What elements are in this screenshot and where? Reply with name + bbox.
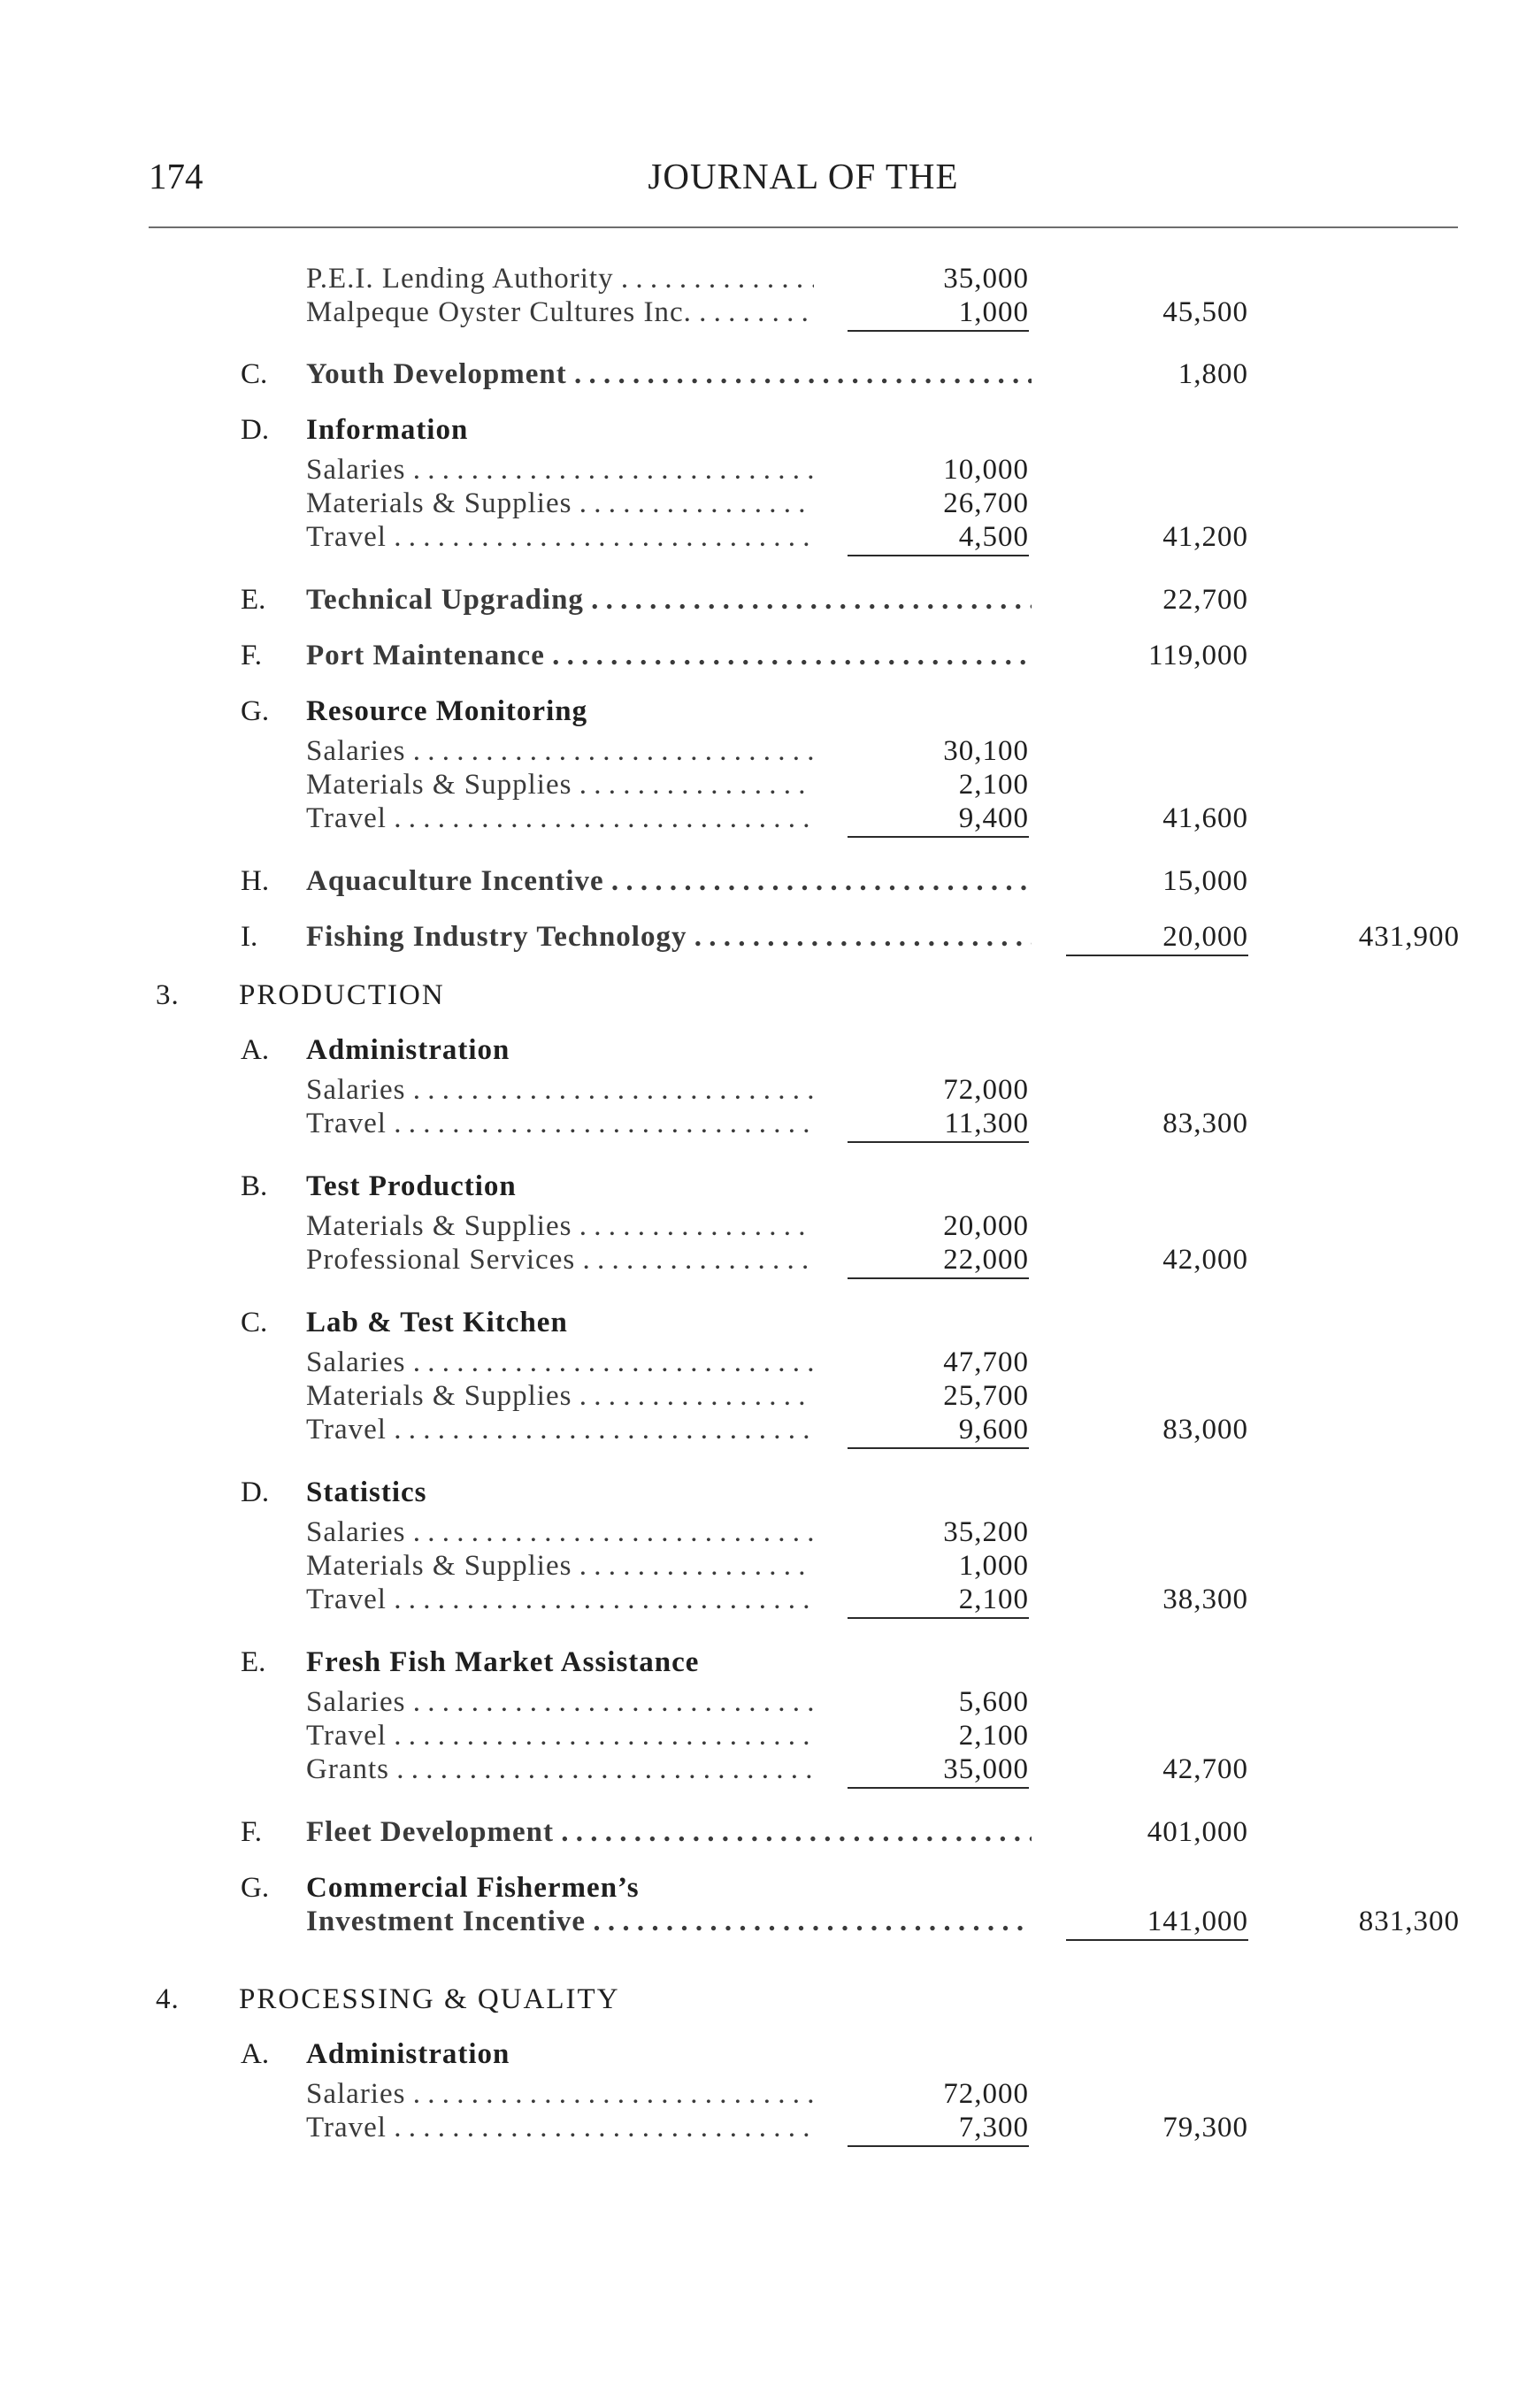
- subtotal-amount: 83,300: [1162, 1108, 1248, 1139]
- section-total: 431,900: [1358, 921, 1460, 953]
- item-amount: 30,100: [943, 735, 1029, 767]
- line-item: [0, 1072, 1519, 1108]
- item-label: Professional Services . . .: [306, 1242, 814, 1277]
- subsection-letter: A.: [241, 1034, 270, 1066]
- subsection-title: Investment Incentive . . .: [306, 1904, 1032, 1939]
- subsection-total-row: [0, 1904, 1519, 1939]
- subsection-title: Statistics: [306, 1476, 427, 1508]
- subtotal-amount: 22,700: [1162, 584, 1248, 616]
- item-label: Travel . . .: [306, 801, 814, 836]
- item-amount: 1,000: [958, 1550, 1029, 1582]
- line-item: [0, 1106, 1519, 1141]
- line-item: [0, 1378, 1519, 1414]
- item-amount: 47,700: [943, 1346, 1029, 1378]
- item-amount: 2,100: [958, 1720, 1029, 1752]
- item-label: Salaries . . .: [306, 733, 814, 769]
- subsection-total-row: [0, 638, 1519, 673]
- header-rule: [149, 226, 1458, 228]
- section-heading: [0, 1982, 1519, 2017]
- line-item: [0, 2110, 1519, 2145]
- line-item: [0, 1718, 1519, 1753]
- subsection-title: Administration: [306, 2038, 510, 2070]
- item-amount: 10,000: [943, 454, 1029, 486]
- item-label: Materials & Supplies . . .: [306, 1208, 814, 1244]
- item-amount: 2,100: [848, 1582, 1029, 1619]
- item-amount: 9,400: [848, 801, 1029, 838]
- item-label: Salaries . . .: [306, 2076, 814, 2112]
- item-label: Salaries . . .: [306, 1515, 814, 1550]
- item-amount: 72,000: [943, 1074, 1029, 1106]
- subtotal-amount: 1,800: [1178, 358, 1248, 390]
- subsection-letter: E.: [241, 1646, 266, 1678]
- subtotal-amount: 141,000: [1066, 1904, 1248, 1941]
- subsection-heading: [0, 694, 1519, 729]
- subsection-title: Administration: [306, 1034, 510, 1066]
- subsection-heading: [0, 1305, 1519, 1340]
- item-label: Salaries . . .: [306, 1072, 814, 1108]
- subsection-title: Youth Development . . .: [306, 357, 1032, 392]
- subtotal-amount: 42,700: [1162, 1753, 1248, 1785]
- item-label: P.E.I. Lending Authority . . .: [306, 261, 814, 296]
- item-label: Salaries . . .: [306, 1345, 814, 1380]
- subsection-letter: G.: [241, 695, 270, 727]
- line-item: [0, 1582, 1519, 1617]
- subsection-letter: I.: [241, 921, 258, 953]
- item-amount: 11,300: [848, 1106, 1029, 1143]
- subsection-title: Lab & Test Kitchen: [306, 1307, 568, 1338]
- subsection-letter: C.: [241, 358, 268, 390]
- item-amount: 7,300: [848, 2110, 1029, 2147]
- line-item: [0, 1208, 1519, 1244]
- subsection-heading: [0, 1032, 1519, 1068]
- line-item: [0, 1515, 1519, 1550]
- section-number: 3.: [156, 979, 180, 1011]
- item-amount: 5,600: [958, 1686, 1029, 1718]
- subsection-total-row: [0, 919, 1519, 955]
- item-amount: 1,000: [848, 295, 1029, 332]
- subsection-letter: D.: [241, 414, 270, 446]
- subsection-title: Commercial Fishermen’s: [306, 1872, 640, 1904]
- item-label: Materials & Supplies . . .: [306, 1548, 814, 1584]
- subtotal-amount: 20,000: [1066, 919, 1248, 956]
- item-amount: 25,700: [943, 1380, 1029, 1412]
- subsection-letter: F.: [241, 640, 262, 671]
- item-amount: 2,100: [958, 769, 1029, 801]
- item-label: Travel . . .: [306, 1412, 814, 1447]
- subsection-heading: [0, 412, 1519, 448]
- subsection-total-row: [0, 1814, 1519, 1850]
- section-title: PRODUCTION: [239, 979, 445, 1011]
- subsection-letter: E.: [241, 584, 266, 616]
- subsection-letter: C.: [241, 1307, 268, 1338]
- item-label: Malpeque Oyster Cultures Inc. . . .: [306, 295, 814, 330]
- subsection-title: Fresh Fish Market Assistance: [306, 1646, 700, 1678]
- subsection-total-row: [0, 357, 1519, 392]
- subsection-heading: [0, 1645, 1519, 1680]
- subsection-title: Aquaculture Incentive . . .: [306, 863, 1032, 899]
- page-number: 174: [149, 156, 203, 196]
- item-amount: 4,500: [848, 519, 1029, 556]
- subtotal-amount: 15,000: [1162, 865, 1248, 897]
- item-label: Travel . . .: [306, 1582, 814, 1617]
- page-header: [149, 155, 1458, 208]
- line-item: [0, 1345, 1519, 1380]
- item-amount: 35,200: [943, 1516, 1029, 1548]
- section-total: 831,300: [1358, 1906, 1460, 1937]
- item-label: Grants . . .: [306, 1752, 814, 1787]
- subsection-letter: G.: [241, 1872, 270, 1904]
- subsection-title: Fleet Development . . .: [306, 1814, 1032, 1850]
- item-amount: 72,000: [943, 2078, 1029, 2110]
- subsection-title: Fishing Industry Technology . . .: [306, 919, 1032, 955]
- line-item: [0, 1412, 1519, 1447]
- subsection-letter: D.: [241, 1476, 270, 1508]
- item-label: Travel . . .: [306, 1106, 814, 1141]
- running-title: JOURNAL OF THE: [648, 156, 959, 196]
- subsection-heading: [0, 1475, 1519, 1510]
- section-title: PROCESSING & QUALITY: [239, 1983, 620, 2015]
- subsection-title: Test Production: [306, 1170, 517, 1202]
- subtotal-amount: 38,300: [1162, 1584, 1248, 1615]
- subtotal-amount: 119,000: [1147, 640, 1248, 671]
- subsection-title: Port Maintenance . . .: [306, 638, 1032, 673]
- item-amount: 35,000: [848, 1752, 1029, 1789]
- line-item: [0, 295, 1519, 330]
- section-heading: [0, 978, 1519, 1013]
- subsection-heading: [0, 1169, 1519, 1204]
- item-label: Travel . . .: [306, 1718, 814, 1753]
- item-amount: 22,000: [848, 1242, 1029, 1279]
- line-item: [0, 1548, 1519, 1584]
- line-item: [0, 767, 1519, 802]
- subtotal-amount: 42,000: [1162, 1244, 1248, 1276]
- item-label: Travel . . .: [306, 519, 814, 555]
- subtotal-amount: 45,500: [1162, 296, 1248, 328]
- subtotal-amount: 79,300: [1162, 2112, 1248, 2143]
- item-label: Materials & Supplies . . .: [306, 1378, 814, 1414]
- item-label: Materials & Supplies . . .: [306, 767, 814, 802]
- subsection-total-row: [0, 582, 1519, 617]
- item-amount: 26,700: [943, 487, 1029, 519]
- subtotal-amount: 41,200: [1162, 521, 1248, 553]
- subsection-letter: H.: [241, 865, 270, 897]
- subsection-letter: F.: [241, 1816, 262, 1848]
- subtotal-amount: 83,000: [1162, 1414, 1248, 1446]
- line-item: [0, 261, 1519, 296]
- item-amount: 9,600: [848, 1412, 1029, 1449]
- item-amount: 20,000: [943, 1210, 1029, 1242]
- section-number: 4.: [156, 1983, 180, 2015]
- line-item: [0, 452, 1519, 487]
- subsection-title: Information: [306, 414, 469, 446]
- line-item: [0, 801, 1519, 836]
- item-label: Materials & Supplies . . .: [306, 486, 814, 521]
- subsection-heading: [0, 1870, 1519, 1906]
- subsection-letter: B.: [241, 1170, 268, 1202]
- line-item: [0, 519, 1519, 555]
- line-item: [0, 2076, 1519, 2112]
- item-label: Salaries . . .: [306, 1684, 814, 1720]
- subsection-title: Technical Upgrading . . .: [306, 582, 1032, 617]
- item-label: Salaries . . .: [306, 452, 814, 487]
- item-amount: 35,000: [943, 263, 1029, 295]
- line-item: [0, 486, 1519, 521]
- subsection-title: Resource Monitoring: [306, 695, 588, 727]
- subtotal-amount: 41,600: [1162, 802, 1248, 834]
- subtotal-amount: 401,000: [1147, 1816, 1248, 1848]
- line-item: [0, 1752, 1519, 1787]
- subsection-total-row: [0, 863, 1519, 899]
- subsection-letter: A.: [241, 2038, 270, 2070]
- line-item: [0, 1242, 1519, 1277]
- item-label: Travel . . .: [306, 2110, 814, 2145]
- line-item: [0, 733, 1519, 769]
- subsection-heading: [0, 2036, 1519, 2072]
- line-item: [0, 1684, 1519, 1720]
